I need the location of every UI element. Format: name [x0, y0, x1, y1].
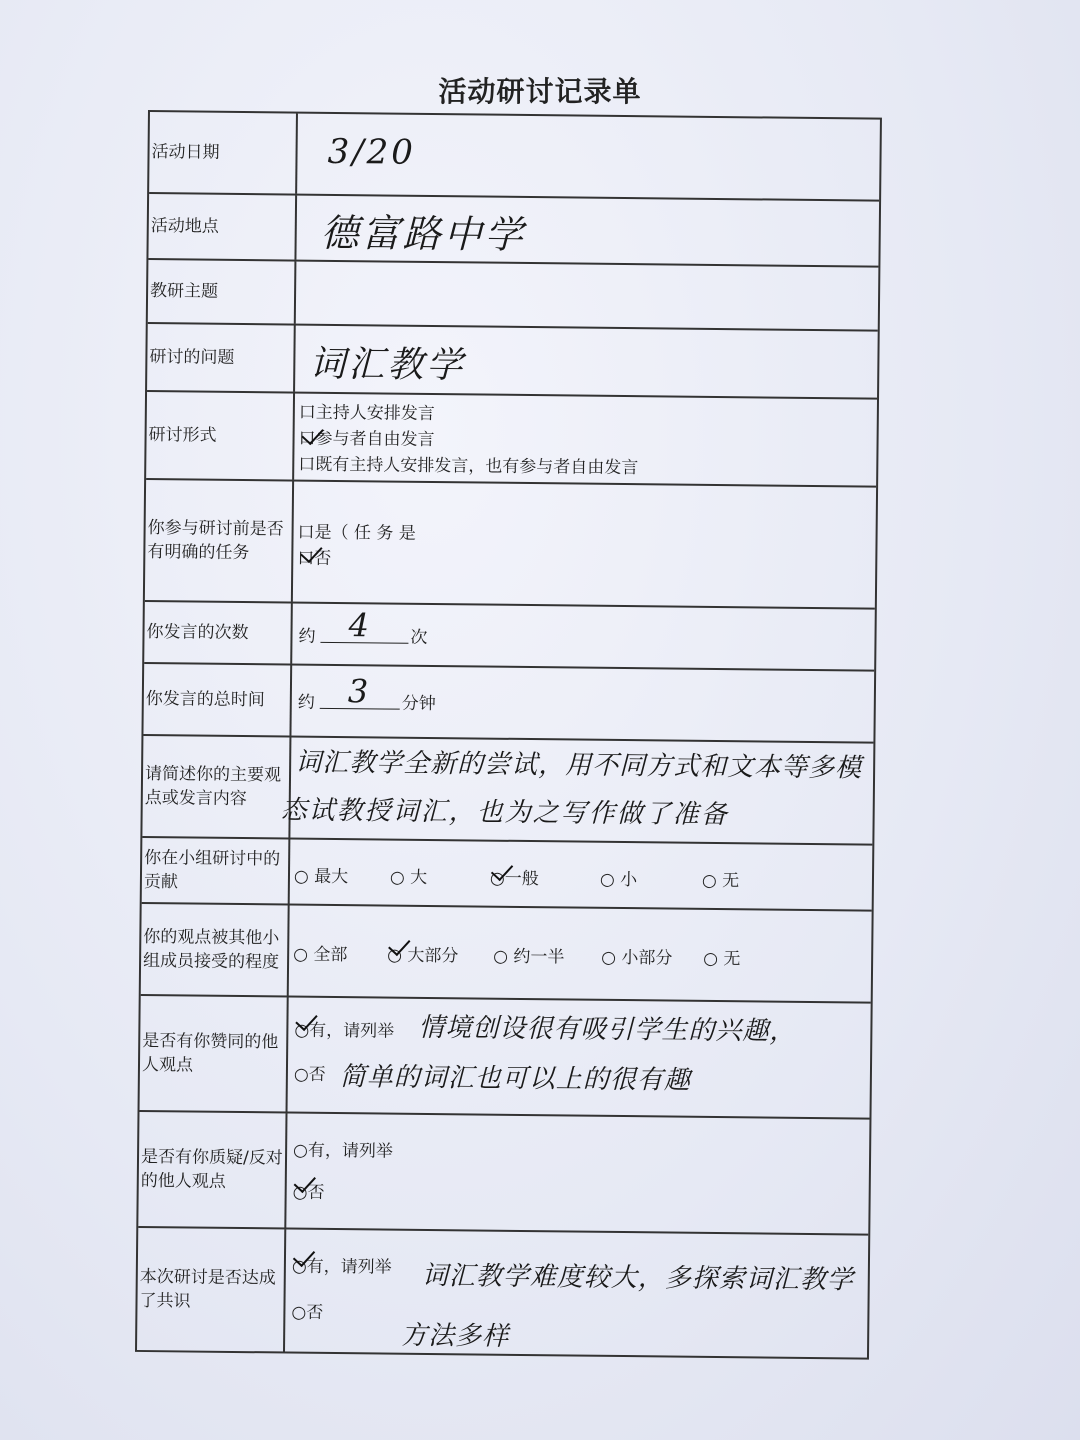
label-acceptance: 你的观点被其他小组成员接受的程度	[141, 904, 290, 996]
place-value: 德富路中学	[320, 210, 526, 257]
speech-time-suffix: 分钟	[401, 693, 436, 715]
label-format: 研讨形式	[146, 392, 295, 480]
row-contribution	[142, 838, 873, 912]
row-acceptance	[141, 904, 872, 1004]
task-option-yes[interactable]: 口是（ 任 务 是	[297, 522, 416, 544]
date-value: 3/20	[327, 131, 417, 173]
main-points-line2: 态试教授词汇，也为之写作做了准备	[280, 795, 729, 831]
speech-count-value: 4	[348, 606, 373, 645]
row-topic	[148, 260, 879, 332]
contribution-option-large[interactable]: ○ 大	[389, 867, 428, 888]
row-agree	[140, 996, 871, 1120]
contribution-option-small[interactable]: ○ 小	[599, 869, 638, 891]
format-option-host[interactable]: 口主持人安排发言	[298, 402, 435, 425]
label-date: 活动日期	[149, 112, 298, 194]
row-main-points	[142, 736, 873, 846]
row-task	[145, 480, 876, 610]
acceptance-option-none[interactable]: ○ 无	[703, 948, 741, 970]
row-date	[149, 112, 880, 202]
label-task: 你参与研讨前是否有明确的任务	[145, 480, 294, 602]
speech-count-suffix: 次	[410, 627, 428, 648]
agree-line1: 情境创设很有吸引学生的兴趣，	[418, 1012, 797, 1047]
main-points-line1: 词汇教学全新的尝试，用不同方式和文本等多模	[295, 747, 863, 784]
consensus-line1: 词汇教学难度较大，多探索词汇教学	[421, 1260, 854, 1296]
consensus-option-yes[interactable]: ○有，请列举	[291, 1256, 392, 1278]
label-speech-time: 你发言的总时间	[143, 664, 292, 736]
row-consensus	[137, 1228, 868, 1358]
label-speech-count: 你发言的次数	[144, 602, 293, 664]
row-disagree	[138, 1112, 869, 1236]
acceptance-option-few[interactable]: ○ 小部分	[601, 947, 673, 969]
speech-time-value: 3	[347, 672, 372, 711]
acceptance-option-half[interactable]: ○ 约一半	[493, 946, 565, 968]
row-format	[146, 392, 877, 488]
record-form	[135, 110, 882, 1360]
task-option-no[interactable]: 口否	[297, 548, 332, 569]
disagree-option-no[interactable]: ○否	[292, 1182, 325, 1203]
agree-line2: 简单的词汇也可以上的很有趣	[339, 1062, 692, 1096]
row-speech-time	[143, 664, 874, 744]
contribution-option-none[interactable]: ○ 无	[701, 870, 740, 892]
format-option-free[interactable]: 口参与者自由发言	[298, 428, 435, 451]
format-option-both[interactable]: 口既有主持人安排发言，也有参与者自由发言	[298, 454, 639, 479]
acceptance-option-most[interactable]: ○ 大部分	[387, 945, 459, 967]
consensus-line2: 方法多样	[401, 1320, 510, 1352]
label-consensus: 本次研讨是否达成了共识	[137, 1228, 286, 1352]
label-topic: 教研主题	[148, 260, 297, 324]
speech-time-prefix: 约	[297, 692, 315, 713]
speech-count-prefix: 约	[298, 626, 316, 647]
row-question	[147, 324, 878, 400]
label-contribution: 你在小组研讨中的贡献	[142, 838, 291, 904]
disagree-option-yes[interactable]: ○有，请列举	[293, 1140, 394, 1162]
consensus-option-no[interactable]: ○否	[291, 1302, 324, 1323]
label-question: 研讨的问题	[147, 324, 296, 392]
question-value: 词汇教学	[309, 343, 466, 387]
contribution-option-average[interactable]: ○一般	[489, 868, 539, 890]
label-main-points: 请简述你的主要观点或发言内容	[142, 736, 291, 838]
acceptance-option-all[interactable]: ○ 全部	[293, 944, 348, 966]
agree-option-yes[interactable]: ○有，请列举	[294, 1020, 395, 1042]
label-agree: 是否有你赞同的他人观点	[140, 996, 289, 1112]
row-speech-count	[144, 602, 875, 672]
agree-option-no[interactable]: ○否	[293, 1064, 326, 1085]
label-place: 活动地点	[148, 194, 297, 260]
row-place	[148, 194, 879, 268]
form-title: 活动研讨记录单	[438, 75, 642, 108]
contribution-option-largest[interactable]: ○ 最大	[293, 866, 349, 888]
label-disagree: 是否有你质疑/反对的他人观点	[138, 1112, 287, 1228]
